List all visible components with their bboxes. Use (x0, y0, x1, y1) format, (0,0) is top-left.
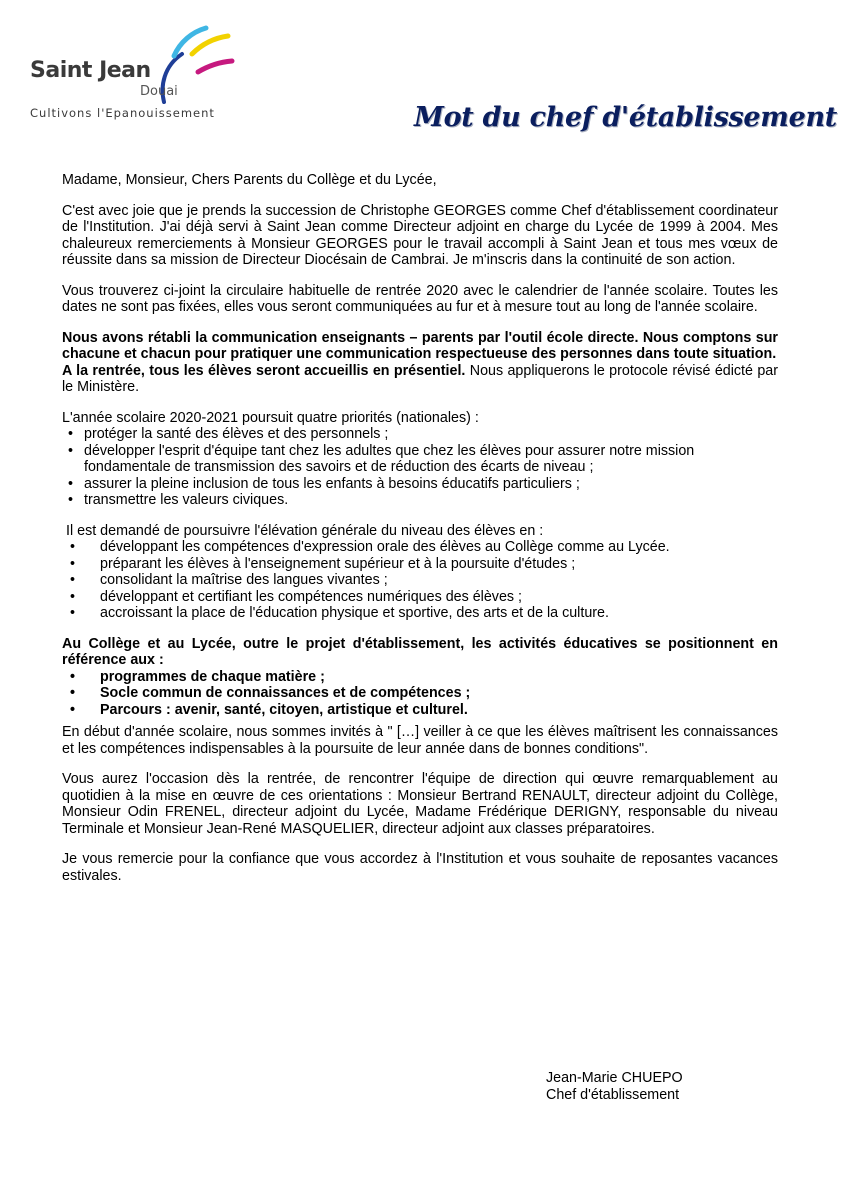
list-item: • Socle commun de connaissances et de compétences ; (62, 685, 778, 702)
paragraph-succession: C'est avec joie que je prends la succession de Christophe GEORGES comme Chef d'établissement coordinateur de l'Institution. J'ai déjà servi à Saint Jean comme Directeur adjoint en charge du Lycée de 1999 à 2004. Mes chaleureux remerciements à Monsieur GEORGES pour le travail accompli à Saint Jean et tous mes vœux de réussite dans sa mission de Directeur Diocésain de Cambrai. Je m'inscris dans la continuité de son action. (62, 202, 778, 268)
priorities-list (62, 426, 778, 509)
list-item: • développant les compétences d'expression orale des élèves au Collège comme au Lycée. (62, 539, 778, 556)
rentree-rest: Nous appliquerons le protocole révisé édicté par le Ministère. (62, 362, 778, 395)
logo-city: Douai (140, 84, 178, 99)
paragraph-objectives: En début d'année scolaire, nous sommes invités à " […] veiller à ce que les élèves maîtrisent les connaissances et les compétences indispensables à la poursuite de leur année dans de bonnes conditions". (62, 724, 778, 757)
signature-title: Chef d'établissement (546, 1086, 680, 1103)
elevation-list (62, 539, 778, 622)
paragraph-direction-team: Vous aurez l'occasion dès la rentrée, de rencontrer l'équipe de direction qui œuvre remarquablement au quotidien à la mise en œuvre de ces orientations : Monsieur Bertrand RENAULT, directeur adjoint du Collège, Monsieur Odin FRENEL, directeur adjoint du Lycée, Madame Frédérique DERIGNY, responsable du niveau Terminale et Monsieur Jean-René MASQUELIER, directeur adjoint aux classes préparatoires. (62, 771, 778, 837)
greeting: Madame, Monsieur, Chers Parents du Collège et du Lycée, (62, 172, 437, 188)
rentree-bold: A la rentrée, tous les élèves seront accueillis en présentiel. (62, 362, 466, 379)
paragraph-rentree (62, 363, 778, 396)
logo-stroke-cyan (174, 28, 206, 56)
list-item: • préparant les élèves à l'enseignement supérieur et à la poursuite d'études ; (62, 556, 778, 573)
list-item: • transmettre les valeurs civiques. (62, 492, 778, 509)
list-item: • protéger la santé des élèves et des personnels ; (62, 426, 778, 443)
school-logo (14, 14, 244, 130)
paragraph-thanks: Je vous remercie pour la confiance que vous accordez à l'Institution et vous souhaite de reposantes vacances estivales. (62, 851, 778, 884)
list-item: • assurer la pleine inclusion de tous les enfants à besoins éducatifs particuliers ; (62, 476, 778, 493)
list-item: • accroissant la place de l'éducation physique et sportive, des arts et de la culture. (62, 605, 778, 622)
letter-body (62, 172, 778, 898)
logo-tagline: Cultivons l'Epanouissement (30, 106, 215, 120)
list-item: • consolidant la maîtrise des langues vivantes ; (62, 572, 778, 589)
logo-stroke-yellow (192, 36, 228, 54)
list-item: • Parcours : avenir, santé, citoyen, artistique et culturel. (62, 702, 778, 719)
list-item: • développer l'esprit d'équipe tant chez les adultes que chez les élèves pour assurer notre mission fondamentale de transmission des savoirs et de réduction des écarts de niveau ; (62, 443, 778, 476)
activities-intro: Au Collège et au Lycée, outre le projet d'établissement, les activités éducatives se positionnent en référence aux : (62, 635, 778, 668)
signature-name: Jean-Marie CHUEPO (546, 1070, 683, 1086)
page-heading: Mot du chef d'établissement (414, 102, 837, 133)
priorities-intro: L'année scolaire 2020-2021 poursuit quatre priorités (nationales) : (62, 409, 479, 426)
logo-name: Saint Jean (30, 58, 151, 83)
activities-list (62, 669, 778, 719)
elevation-intro: Il est demandé de poursuivre l'élévation générale du niveau des élèves en : (66, 522, 544, 539)
signature (546, 1070, 683, 1103)
list-item: • développant et certifiant les compétences numériques des élèves ; (62, 589, 778, 606)
paragraph-circular: Vous trouverez ci-joint la circulaire habituelle de rentrée 2020 avec le calendrier de l'année scolaire. Toutes les dates ne sont pas fixées, elles vous seront communiquées au fur et à mesure tout au long de l'année scolaire. (62, 282, 778, 315)
paragraph-communication: Nous avons rétabli la communication enseignants – parents par l'outil école directe. Nous comptons sur chacune et chacun pour pratiquer une communication respectueuse des personnes dans toute situation. (62, 329, 778, 362)
logo-stroke-magenta (198, 61, 232, 72)
list-item: • programmes de chaque matière ; (62, 669, 778, 686)
